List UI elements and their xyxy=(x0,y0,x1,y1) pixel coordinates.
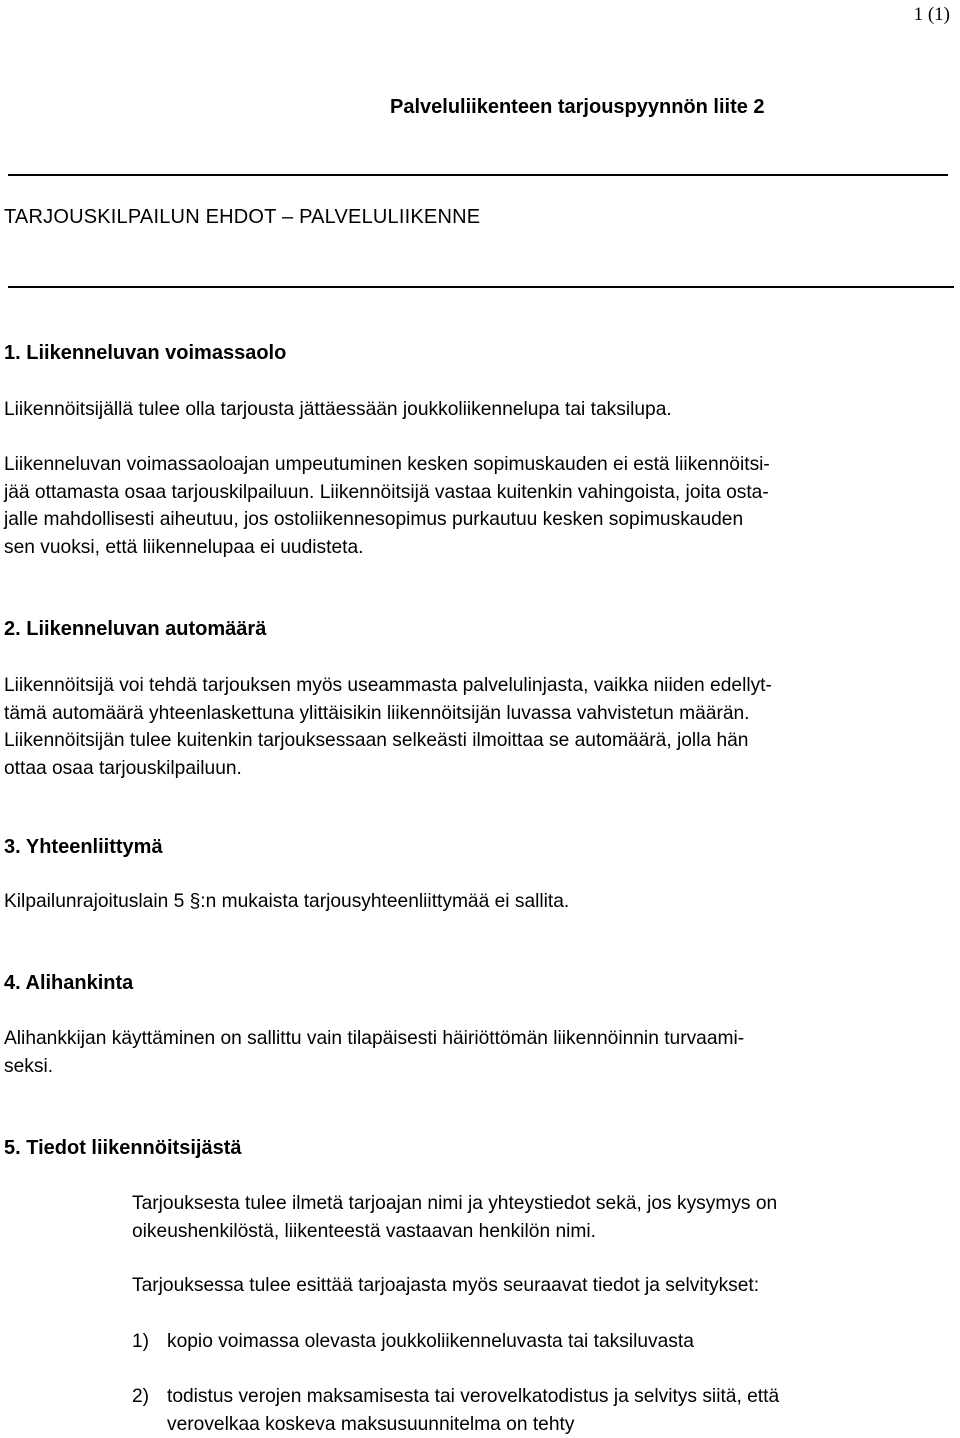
text-line: sen vuoksi, että liikennelupaa ei uudisteta. xyxy=(4,536,364,558)
section-heading: 1. Liikenneluvan voimassaolo xyxy=(4,342,287,364)
section-heading: 4. Alihankinta xyxy=(4,972,134,994)
section-heading: 2. Liikenneluvan automäärä xyxy=(4,618,267,640)
text-line: ottaa osaa tarjouskilpailuun. xyxy=(4,757,242,779)
text-line: Liikennöitsijällä tulee olla tarjousta jättäessään joukkoliikennelupa tai taksilupa. xyxy=(4,399,672,420)
text-line: Alihankkijan käyttäminen on sallittu vain tilapäisesti häiriöttömän liikennöinnin turvaami- xyxy=(4,1028,745,1049)
list-item-number: 1) xyxy=(132,1331,150,1352)
section-paragraph xyxy=(4,672,949,782)
list-item-text: todistus verojen maksamisesta tai verovelkatodistus ja selvitys siitä, että xyxy=(167,1386,780,1407)
section-paragraph xyxy=(4,888,949,916)
text-line: Liikennöitsijän tulee kuitenkin tarjouksessaan selkeästi ilmoittaa se automäärä, jolla hän xyxy=(4,730,749,752)
page-number: 1 (1) xyxy=(913,4,950,25)
list-item-number: 2) xyxy=(132,1386,150,1407)
text-line: Liikennöitsijä voi tehdä tarjouksen myös useammasta palvelulinjasta, vaikka niiden edellyt- xyxy=(4,675,772,696)
text-line: Tarjouksesta tulee ilmetä tarjoajan nimi ja yhteystiedot sekä, jos kysymys on xyxy=(132,1193,778,1214)
section-paragraph xyxy=(4,1025,949,1080)
text-line: oikeushenkilöstä, liikenteestä vastaavan henkilön nimi. xyxy=(132,1220,596,1242)
section-heading: 3. Yhteenliittymä xyxy=(4,836,163,858)
text-line: seksi. xyxy=(4,1055,54,1077)
list-item-text: kopio voimassa olevasta joukkoliikenneluvasta tai taksiluvasta xyxy=(167,1331,694,1352)
horizontal-rule xyxy=(8,286,954,288)
text-line: jalle mahdollisesti aiheutuu, jos ostoliikennesopimus purkautuu kesken sopimuskauden xyxy=(4,509,744,531)
section-paragraph xyxy=(4,396,949,424)
text-line: jää ottamasta osaa tarjouskilpailuun. Liikennöitsijä vastaa kuitenkin vahingoista, joita osta- xyxy=(4,481,769,503)
section-heading: 5. Tiedot liikennöitsijästä xyxy=(4,1137,242,1159)
text-line: Kilpailunrajoituslain 5 §:n mukaista tarjousyhteenliittymää ei sallita. xyxy=(4,891,570,912)
section-paragraph xyxy=(132,1190,947,1245)
section-paragraph xyxy=(4,451,949,561)
section-paragraph xyxy=(132,1272,947,1300)
horizontal-rule xyxy=(8,174,948,176)
text-line: Tarjouksessa tulee esittää tarjoajasta myös seuraavat tiedot ja selvitykset: xyxy=(132,1275,760,1296)
text-line: tämä automäärä yhteenlaskettuna ylittäisikin liikennöitsijän luvassa vahvistetun määrän. xyxy=(4,702,750,724)
document-title: TARJOUSKILPAILUN EHDOT – PALVELULIIKENNE xyxy=(4,206,481,228)
text-line: Liikenneluvan voimassaoloajan umpeutuminen kesken sopimuskauden ei estä liikennöitsi- xyxy=(4,454,770,475)
list-item-text: verovelkaa koskeva maksusuunnitelma on tehty xyxy=(167,1413,575,1435)
document-subtitle: Palveluliikenteen tarjouspyynnön liite 2 xyxy=(390,96,765,118)
